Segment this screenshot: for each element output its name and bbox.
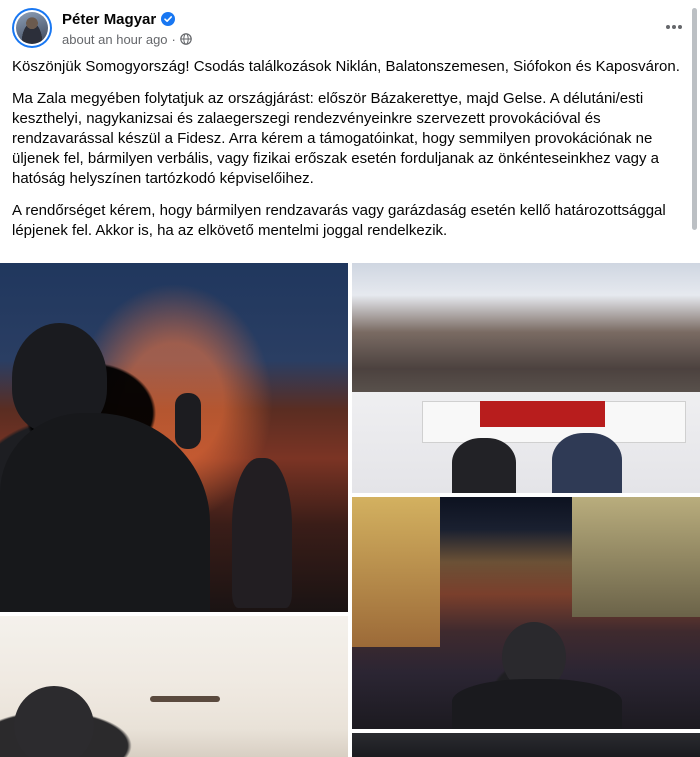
photo-indoor-hall[interactable]: [0, 616, 348, 757]
ceiling-fan-shape: [150, 696, 220, 702]
globe-icon[interactable]: [180, 33, 192, 45]
post-timestamp[interactable]: about an hour ago: [62, 31, 168, 47]
avatar[interactable]: [12, 8, 52, 48]
verified-badge-icon: [161, 12, 175, 26]
building-right-shape: [572, 497, 700, 617]
crowd-person-shape: [232, 458, 292, 608]
avatar-photo: [16, 12, 48, 44]
more-options-icon: [665, 17, 683, 35]
avatar-ring: [14, 10, 50, 46]
photo-rally-torches[interactable]: [0, 263, 348, 612]
more-options-button[interactable]: [660, 12, 688, 40]
author-row: [62, 9, 175, 29]
photo-street-crowd[interactable]: [352, 497, 700, 729]
post-meta: [62, 30, 192, 48]
photo-partial[interactable]: [352, 733, 700, 757]
speaker-body-shape: [452, 679, 622, 729]
post-paragraph: Köszönjük Somogyország! Csodás találkozások Niklán, Balatonszemesen, Siófokon és Kaposváron.: [12, 58, 680, 75]
scrollbar[interactable]: [691, 0, 699, 757]
red-tablecloth-shape: [480, 401, 605, 427]
photo-grid: [0, 263, 700, 757]
author-name[interactable]: Péter Magyar: [62, 10, 157, 28]
speaker-arm-shape: [175, 393, 201, 449]
building-left-shape: [352, 497, 440, 647]
meta-separator: ·: [171, 31, 176, 47]
post-paragraph: Ma Zala megyében folytatjuk az országjárást: először Bázakerettye, majd Gelse. A délutáni/esti keszthelyi, nagykanizsai és zalaegerszegi rendezvényeinkre szervezett provokációval és rendzavarással készül a Fidesz. Arra kérem a támogatóinkat, hogy semmilyen provokációnak ne üljenek fel, bármilyen verbális, vagy fizikai erőszak esetén forduljanak az önkénteseinkhez vagy a hatóság helyszínen tartózkodó képviselőihez.: [12, 90, 660, 187]
speaker-head-shape: [14, 686, 94, 757]
seated-person-shape: [552, 433, 622, 493]
scrollbar-thumb[interactable]: [692, 8, 697, 230]
post-header: [12, 8, 688, 52]
seated-person-shape: [452, 438, 516, 493]
post-text: [12, 57, 688, 253]
post-paragraph: A rendőrséget kérem, hogy bármilyen rendzavarás vagy garázdaság esetén kellő határozottsággal lépjenek fel. Akkor is, ha az elkövető mentelmi joggal rendelkezik.: [12, 202, 666, 239]
photo-town-hall-meeting[interactable]: [352, 263, 700, 493]
